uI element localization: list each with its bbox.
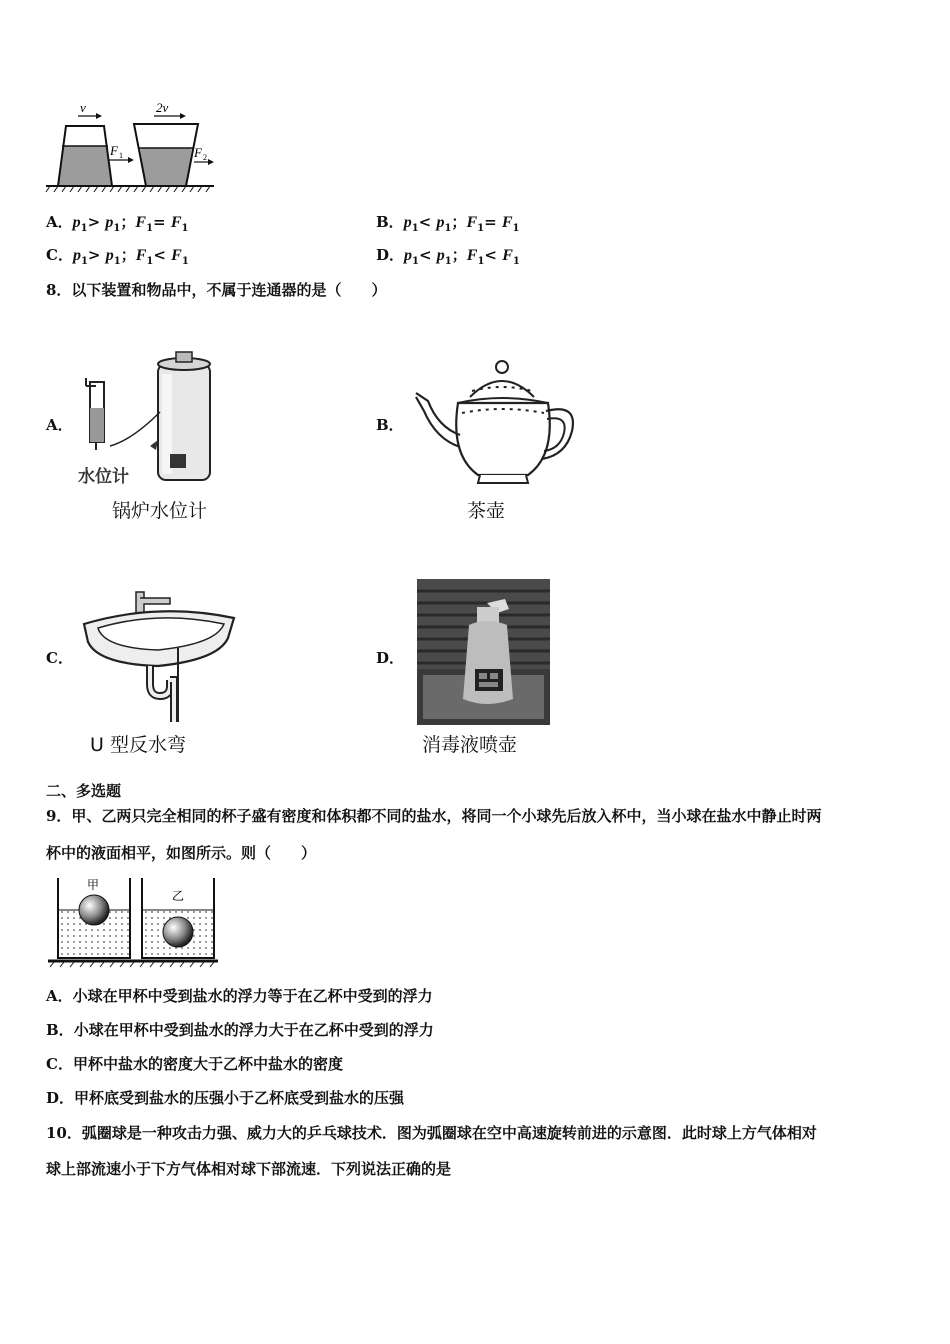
relation: > [87,213,106,231]
symbol: F [135,214,147,231]
q8-option-d-caption: 消毒液喷壶 [422,734,518,756]
subscript: 1 [444,223,452,234]
relation: > [87,246,106,264]
q7-label-f2: F [194,145,202,160]
symbol: F [171,247,182,264]
option-letter: D． [376,246,405,264]
symbol: p [72,247,81,264]
subscript: 1 [411,223,419,234]
q8-option-c-caption: U 型反水弯 [90,734,186,756]
subscript: 1 [146,256,154,267]
q7-option-c[interactable] [46,245,189,272]
subscript: 1 [512,223,520,234]
relation: = [153,213,171,231]
q7-cup-left [58,126,112,186]
q7-option-b[interactable] [376,212,520,239]
q10-stem-line-1: 10．弧圈球是一种攻击力强、威力大的乒乓球技术．图为弧圈球在空中高速旋转前进的示意图．此时球上方气体相对 [46,1124,817,1142]
q7-figure [44,100,216,195]
symbol: p [436,214,445,231]
q7-label-f1-sub: 1 [119,151,123,160]
option-letter: A． [46,213,73,231]
q8-option-b-caption: 茶壶 [467,500,506,522]
q8-option-a-inner-label: 水位计 [78,467,129,487]
option-letter: C． [46,1055,73,1073]
q9-figure [48,874,220,968]
subscript: 1 [80,223,88,234]
subscript: 1 [444,256,452,267]
separator: ； [120,213,136,231]
symbol: F [466,247,478,264]
relation: < [418,213,437,231]
option-text: 甲杯底受到盐水的压强小于乙杯底受到盐水的压强 [74,1089,405,1107]
q7-label-f2-sub: 2 [203,153,207,162]
q9-option-a[interactable] [46,986,433,1006]
q9-stem-line-2: 杯中的液面相平，如图所示。则（ ） [46,844,317,862]
q9-option-c[interactable] [46,1054,343,1074]
relation: < [484,246,503,264]
symbol: p [105,247,114,264]
q8-option-a-caption: 锅炉水位计 [112,500,208,522]
q9-option-b[interactable] [46,1020,434,1040]
option-letter: B． [46,1021,74,1039]
sink-u-bend-illustration [78,588,240,728]
relation: = [484,213,502,231]
q9-label-jia: 甲 [87,878,100,892]
teapot-illustration [410,355,580,490]
option-text: 甲杯中盐水的密度大于乙杯中盐水的密度 [72,1055,343,1073]
subscript: 1 [146,223,154,234]
q7-label-v: v [80,100,86,115]
symbol: p [105,214,114,231]
option-letter: D． [46,1089,75,1107]
q8-option-b-letter[interactable]: B． [376,416,404,434]
subscript: 1 [113,223,121,234]
symbol: F [502,247,513,264]
spray-bottle-photo [417,579,550,725]
subscript: 1 [412,256,419,267]
q10-stem-line-2: 球上部流速小于下方气体相对球下部流速．下列说法正确的是 [46,1160,452,1178]
option-text: 小球在甲杯中受到盐水的浮力大于在乙杯中受到的浮力 [73,1021,434,1039]
option-text: 小球在甲杯中受到盐水的浮力等于在乙杯中受到的浮力 [72,987,433,1005]
q9-option-d[interactable] [46,1088,404,1108]
subscript: 1 [113,256,121,267]
subscript: 1 [477,256,485,267]
q7-cup-right [134,124,198,186]
symbol: p [72,214,81,231]
symbol: F [170,214,182,231]
q7-option-a[interactable] [46,212,188,239]
q8-stem: 8．以下装置和物品中，不属于连通器的是（ ） [46,281,387,299]
q7-label-2v: 2v [156,100,169,115]
section-title-multi-choice: 二、多选题 [46,782,122,800]
q8-option-a-letter[interactable]: A． [46,416,73,434]
separator: ； [451,246,467,264]
symbol: p [403,214,412,231]
option-letter: C． [46,246,73,264]
relation: < [418,246,437,264]
relation: < [153,246,172,264]
q8-option-d-letter[interactable]: D． [376,649,405,667]
subscript: 1 [181,223,189,234]
separator: ； [120,246,136,264]
q7-option-d[interactable] [376,245,520,272]
option-letter: B． [376,213,404,231]
symbol: F [135,247,147,264]
subscript: 1 [477,223,485,234]
separator: ； [451,213,467,231]
q7-label-f1: F [110,143,118,158]
symbol: p [436,247,445,264]
symbol: F [501,214,513,231]
subscript: 1 [512,256,520,267]
option-letter: A． [46,987,73,1005]
subscript: 1 [80,256,88,267]
symbol: p [404,247,413,264]
symbol: F [466,214,478,231]
q9-stem-line-1: 9．甲、乙两只完全相同的杯子盛有密度和体积都不同的盐水，将同一个小球先后放入杯中，当小球在盐水中静止时两 [46,807,822,825]
subscript: 1 [181,256,189,267]
q9-label-yi: 乙 [172,889,185,903]
q8-option-c-letter[interactable]: C． [46,649,73,667]
